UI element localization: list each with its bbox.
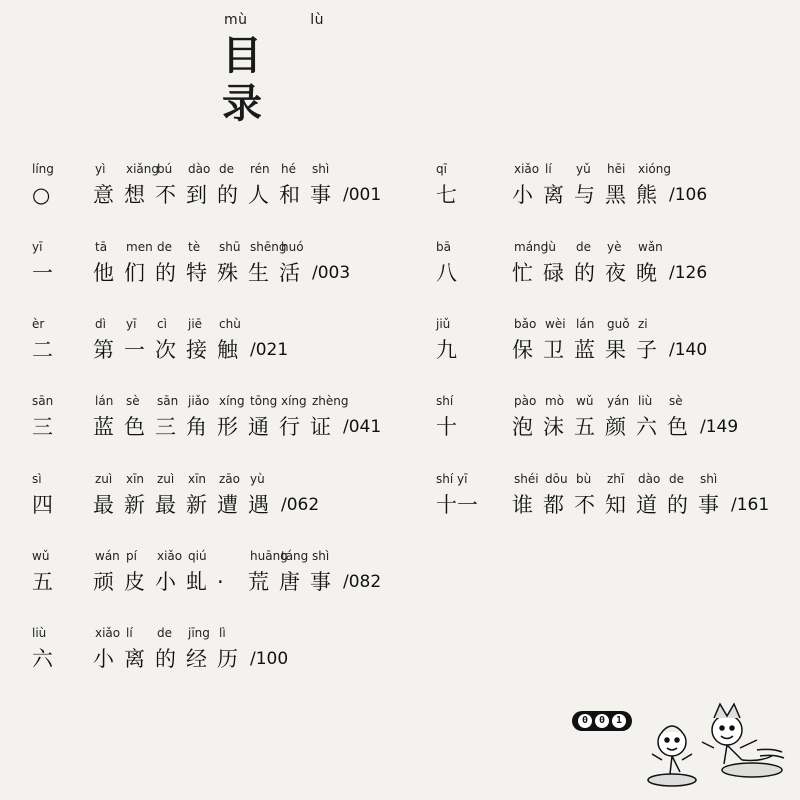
character-pinyin: lù [545, 240, 556, 254]
chapter-number-pinyin: qī [436, 162, 447, 176]
chapter-number: ○ [32, 183, 51, 207]
title-character: 离 [543, 183, 564, 207]
title-character: 行 [279, 415, 300, 439]
character-pinyin: lì [219, 626, 226, 640]
title-character: 遭 [217, 493, 238, 517]
chapter-number: 八 [436, 261, 457, 285]
title-character: 三 [155, 415, 176, 439]
character-pinyin: sè [126, 394, 140, 408]
character-pinyin: tā [95, 240, 108, 254]
title-character: 意 [93, 183, 114, 207]
page-reference: /106 [669, 185, 708, 205]
character-pinyin: zhèng [312, 394, 349, 408]
character-pinyin: lán [95, 394, 114, 408]
cartoon-characters-illustration [632, 690, 792, 790]
page-reference: /021 [250, 340, 289, 360]
title-character: 虬 [186, 570, 207, 594]
character-pinyin: yì [95, 162, 106, 176]
title-character: 与 [574, 183, 595, 207]
title-character: 一 [124, 338, 145, 362]
character-pinyin: hēi [607, 162, 626, 176]
character-pinyin: xióng [638, 162, 671, 176]
chapter-number-pinyin: shí [436, 394, 454, 408]
character-pinyin: bù [576, 472, 592, 486]
character-pinyin: sān [157, 394, 179, 408]
character-pinyin: huāng [250, 549, 288, 563]
chapter-number-pinyin: yī [32, 240, 43, 254]
title-character: 蓝 [574, 338, 595, 362]
title-character: 保 [512, 338, 533, 362]
character-pinyin: wǎn [638, 240, 663, 254]
title-character: 小 [155, 570, 176, 594]
page-reference: /149 [700, 417, 739, 437]
title-character: 小 [93, 647, 114, 671]
title-character: 熊 [636, 183, 657, 207]
title-character: 事 [310, 570, 331, 594]
title-character: 都 [543, 493, 564, 517]
title-character: 知 [605, 493, 626, 517]
character-pinyin: zi [638, 317, 648, 331]
title-character: 想 [124, 183, 145, 207]
page-reference: /003 [312, 263, 351, 283]
character-pinyin: sè [669, 394, 683, 408]
title-character: 生 [248, 261, 269, 285]
title-character: 皮 [124, 570, 145, 594]
character-pinyin: yǔ [576, 162, 591, 176]
title-character: 接 [186, 338, 207, 362]
title-pinyin [222, 12, 324, 28]
character-pinyin: máng [514, 240, 549, 254]
title-character: 人 [248, 183, 269, 207]
character-pinyin: men [126, 240, 153, 254]
character-pinyin: huó [281, 240, 304, 254]
character-pinyin: táng [281, 549, 309, 563]
title-character: 夜 [605, 261, 626, 285]
title-character: 唐 [279, 570, 300, 594]
character-pinyin: shēng [250, 240, 287, 254]
chapter-number: 二 [32, 338, 53, 362]
title-character: 遇 [248, 493, 269, 517]
page-number-badge [572, 711, 632, 731]
character-pinyin: rén [250, 162, 270, 176]
character-pinyin: xiǎo [157, 549, 183, 563]
character-pinyin: tōng [250, 394, 278, 408]
chapter-number: 十 [436, 415, 457, 439]
character-pinyin: guǒ [607, 317, 630, 331]
character-pinyin: yán [607, 394, 630, 408]
character-pinyin: liù [638, 394, 653, 408]
title-character: 不 [155, 183, 176, 207]
chapter-number-pinyin: liù [32, 626, 47, 640]
character-pinyin: xíng [281, 394, 307, 408]
character-pinyin: wán [95, 549, 120, 563]
title-character: 事 [698, 493, 719, 517]
title-character: 最 [93, 493, 114, 517]
title-character: 第 [93, 338, 114, 362]
title-character: 的 [155, 261, 176, 285]
character-pinyin: pào [514, 394, 537, 408]
chapter-number: 七 [436, 183, 457, 207]
title-character: 殊 [217, 261, 238, 285]
character-pinyin: wèi [545, 317, 566, 331]
character-pinyin: mò [545, 394, 565, 408]
title-character: 不 [574, 493, 595, 517]
chapter-number: 三 [32, 415, 53, 439]
page-reference: /140 [669, 340, 708, 360]
title-character: 的 [574, 261, 595, 285]
character-pinyin: shì [312, 549, 330, 563]
chapter-number: 九 [436, 338, 457, 362]
character-pinyin: de [157, 626, 172, 640]
title-character: 经 [186, 647, 207, 671]
chapter-number: 五 [32, 570, 53, 594]
character-pinyin: xīn [188, 472, 207, 486]
chapter-number-pinyin: sì [32, 472, 42, 486]
character-pinyin: jiǎo [188, 394, 210, 408]
title-character: 忙 [512, 261, 533, 285]
character-pinyin: shì [700, 472, 718, 486]
title-character: 六 [636, 415, 657, 439]
title-character: 色 [124, 415, 145, 439]
character-pinyin: cì [157, 317, 167, 331]
character-pinyin: dào [638, 472, 661, 486]
title-character: 触 [217, 338, 238, 362]
title-character: 沫 [543, 415, 564, 439]
character-pinyin: hé [281, 162, 296, 176]
title-character: 他 [93, 261, 114, 285]
title-character: 们 [124, 261, 145, 285]
character-pinyin: zuì [157, 472, 175, 486]
character-pinyin: xiǎo [514, 162, 540, 176]
title-character: 子 [636, 338, 657, 362]
title-character: 和 [279, 183, 300, 207]
character-pinyin: yù [250, 472, 265, 486]
title-character: 新 [186, 493, 207, 517]
character-pinyin: de [157, 240, 172, 254]
chapter-number-pinyin: shí yī [436, 472, 468, 486]
title-character: 色 [667, 415, 688, 439]
title-character: · [217, 570, 224, 594]
character-pinyin: yī [126, 317, 137, 331]
chapter-number: 十一 [436, 493, 478, 517]
character-pinyin: dōu [545, 472, 568, 486]
title-character: 顽 [93, 570, 114, 594]
title-character: 到 [186, 183, 207, 207]
character-pinyin: pí [126, 549, 137, 563]
title-character: 荒 [248, 570, 269, 594]
chapter-number-pinyin: sān [32, 394, 54, 408]
character-pinyin: zāo [219, 472, 240, 486]
title-character: 事 [310, 183, 331, 207]
title-character: 小 [512, 183, 533, 207]
character-pinyin: dào [188, 162, 211, 176]
chapter-number: 四 [32, 493, 53, 517]
page-reference: /082 [343, 572, 382, 592]
title-character: 蓝 [93, 415, 114, 439]
character-pinyin: wǔ [576, 394, 594, 408]
title-character: 证 [310, 415, 331, 439]
page-digit: 1 [612, 714, 626, 728]
character-pinyin: dì [95, 317, 106, 331]
title-character: 道 [636, 493, 657, 517]
character-pinyin: xiǎo [95, 626, 121, 640]
toc-title [222, 12, 342, 128]
chapter-number-pinyin: èr [32, 317, 45, 331]
page-title: 目 录 [222, 33, 284, 127]
character-pinyin: tè [188, 240, 201, 254]
chapter-number-pinyin: wǔ [32, 549, 50, 563]
title-character: 次 [155, 338, 176, 362]
character-pinyin: jīng [188, 626, 210, 640]
character-pinyin: zhī [607, 472, 625, 486]
page-digit: 0 [595, 714, 609, 728]
title-character: 颜 [605, 415, 626, 439]
title-character: 角 [186, 415, 207, 439]
character-pinyin: de [576, 240, 591, 254]
title-character: 新 [124, 493, 145, 517]
character-pinyin: lí [126, 626, 133, 640]
title-character: 离 [124, 647, 145, 671]
character-pinyin: de [219, 162, 234, 176]
title-character: 碌 [543, 261, 564, 285]
page-reference: /161 [731, 495, 770, 515]
character-pinyin: shū [219, 240, 241, 254]
title-character: 通 [248, 415, 269, 439]
chapter-number: 六 [32, 647, 53, 671]
chapter-number-pinyin: bā [436, 240, 451, 254]
title-character: 最 [155, 493, 176, 517]
title-pinyin-2: lù [310, 12, 324, 28]
character-pinyin: lí [545, 162, 552, 176]
title-character: 历 [217, 647, 238, 671]
title-character: 的 [667, 493, 688, 517]
character-pinyin: qiú [188, 549, 207, 563]
title-character: 活 [279, 261, 300, 285]
title-character: 果 [605, 338, 626, 362]
page-reference: /126 [669, 263, 708, 283]
title-character: 卫 [543, 338, 564, 362]
title-character: 的 [155, 647, 176, 671]
title-character: 特 [186, 261, 207, 285]
character-pinyin: shéi [514, 472, 539, 486]
character-pinyin: de [669, 472, 684, 486]
character-pinyin: jiē [188, 317, 203, 331]
character-pinyin: yè [607, 240, 622, 254]
character-pinyin: xīn [126, 472, 145, 486]
character-pinyin: bǎo [514, 317, 537, 331]
title-pinyin-1: mù [224, 12, 248, 28]
title-character: 晚 [636, 261, 657, 285]
page-reference: /100 [250, 649, 289, 669]
character-pinyin: xiǎng [126, 162, 160, 176]
title-character: 形 [217, 415, 238, 439]
chapter-number-pinyin: jiǔ [436, 317, 451, 331]
title-character: 泡 [512, 415, 533, 439]
title-character: 的 [217, 183, 238, 207]
page-reference: /041 [343, 417, 382, 437]
title-character: 黑 [605, 183, 626, 207]
title-character: 五 [574, 415, 595, 439]
character-pinyin: shì [312, 162, 330, 176]
title-character: 谁 [512, 493, 533, 517]
character-pinyin: chù [219, 317, 241, 331]
page-digit: 0 [578, 714, 592, 728]
character-pinyin: zuì [95, 472, 113, 486]
page-reference: /001 [343, 185, 382, 205]
character-pinyin: xíng [219, 394, 245, 408]
character-pinyin: bú [157, 162, 173, 176]
chapter-number: 一 [32, 261, 53, 285]
page-reference: /062 [281, 495, 320, 515]
character-pinyin: lán [576, 317, 595, 331]
chapter-number-pinyin: líng [32, 162, 54, 176]
